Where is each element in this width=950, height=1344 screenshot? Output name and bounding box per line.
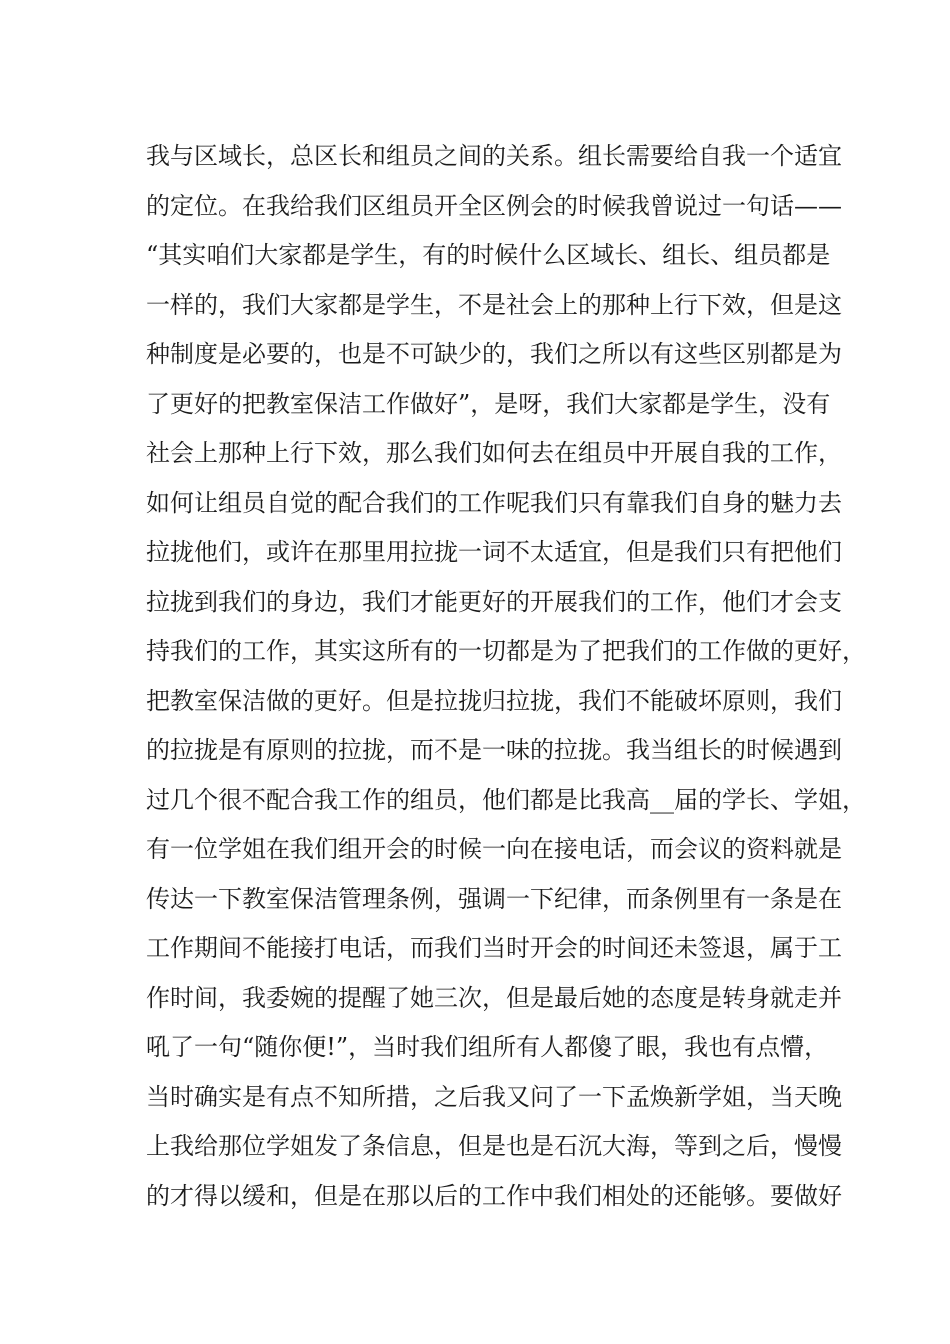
text-line: 过几个很不配合我工作的组员，他们都是比我高__届的学长、学姐， [146, 785, 866, 814]
text-line: “其实咱们大家都是学生，有的时候什么区域长、组长、组员都是 [146, 241, 831, 269]
text-line: 如何让组员自觉的配合我们的工作呢我们只有靠我们自身的魅力去 [146, 488, 842, 517]
text-line: 工作期间不能接打电话，而我们当时开会的时间还未签退，属于工 [146, 934, 842, 962]
text-line: 种制度是必要的，也是不可缺少的，我们之所以有这些区别都是为 [146, 340, 842, 368]
text-line: 拉拢到我们的身边，我们才能更好的开展我们的工作，他们才会支 [146, 587, 842, 616]
text-line: 当时确实是有点不知所措，之后我又问了一下孟焕新学姐，当天晚 [146, 1082, 842, 1111]
text-line: 有一位学姐在我们组开会的时候一向在接电话，而会议的资料就是 [146, 835, 842, 863]
text-line: 作时间，我委婉的提醒了她三次，但是最后她的态度是转身就走并 [146, 983, 842, 1012]
text-line: 一样的，我们大家都是学生，不是社会上的那种上行下效，但是这 [146, 290, 842, 319]
text-line: 传达一下教室保洁管理条例，强调一下纪律，而条例里有一条是在 [146, 884, 842, 913]
text-line: 的定位。在我给我们区组员开全区例会的时候我曾说过一句话—— [146, 191, 842, 220]
body-paragraph [146, 132, 866, 1221]
text-line: 持我们的工作，其实这所有的一切都是为了把我们的工作做的更好， [146, 637, 866, 665]
text-line: 了更好的把教室保洁工作做好”，是呀，我们大家都是学生，没有 [146, 389, 831, 418]
text-line: 我与区域长，总区长和组员之间的关系。组长需要给自我一个适宜 [146, 142, 842, 170]
text-line: 吼了一句“随你便!”，当时我们组所有人都傻了眼，我也有点懵， [146, 1033, 829, 1061]
text-line: 的才得以缓和，但是在那以后的工作中我们相处的还能够。要做好 [146, 1181, 842, 1210]
text-line: 社会上那种上行下效，那么我们如何去在组员中开展自我的工作， [146, 439, 842, 467]
text-line: 上我给那位学姐发了条信息，但是也是石沉大海，等到之后，慢慢 [146, 1132, 842, 1160]
text-line: 把教室保洁做的更好。但是拉拢归拉拢，我们不能破坏原则，我们 [146, 686, 842, 715]
text-line: 拉拢他们，或许在那里用拉拢一词不太适宜，但是我们只有把他们 [146, 538, 842, 566]
text-line: 的拉拢是有原则的拉拢，而不是一味的拉拢。我当组长的时候遇到 [146, 736, 842, 764]
